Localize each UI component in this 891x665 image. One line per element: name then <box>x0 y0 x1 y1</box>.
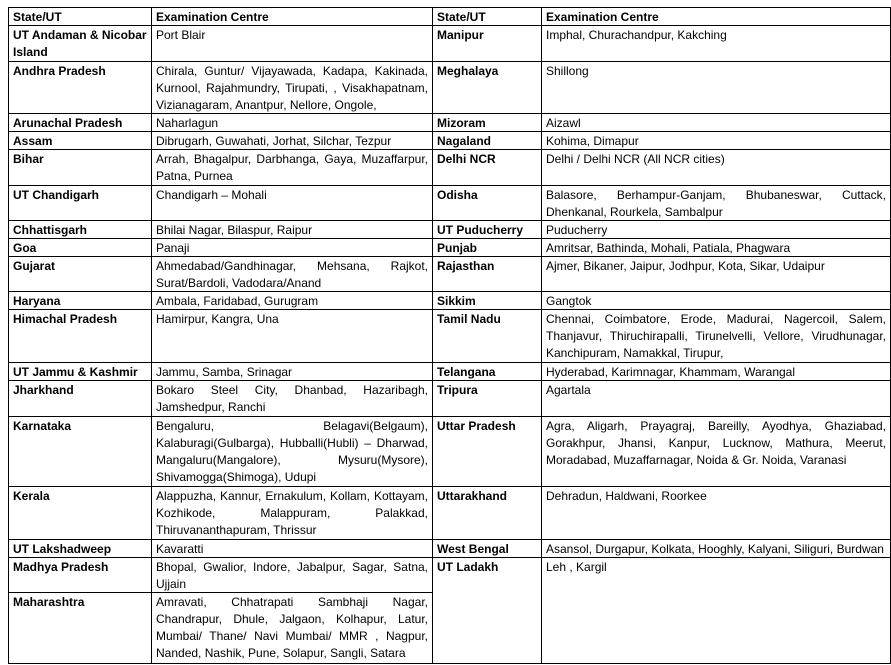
exam-centres: Chandigarh – Mohali <box>156 188 267 202</box>
state-name: Karnataka <box>9 417 152 486</box>
exam-centres: Jammu, Samba, Srinagar <box>156 365 293 379</box>
state-name: Arunachal Pradesh <box>9 114 152 131</box>
table-row <box>9 150 432 186</box>
exam-centres: Naharlagun <box>156 116 219 130</box>
table-row <box>433 558 890 663</box>
state-name: UT Jammu & Kashmir <box>9 363 152 380</box>
table-row <box>9 363 432 381</box>
table-row <box>9 593 432 663</box>
table-row <box>433 292 890 310</box>
table-row <box>433 363 890 381</box>
exam-centres: Agartala <box>546 383 591 397</box>
exam-centres: Amritsar, Bathinda, Mohali, Patiala, Phagwara <box>546 241 791 255</box>
exam-centres: Leh , Kargil <box>546 560 607 574</box>
state-name: Telangana <box>433 363 542 380</box>
state-name: Nagaland <box>433 132 542 149</box>
exam-centres: Delhi / Delhi NCR (All NCR cities) <box>546 152 725 166</box>
state-name: Jharkhand <box>9 381 152 416</box>
table-row <box>9 26 432 62</box>
table-row <box>9 257 432 292</box>
state-name: Kerala <box>9 487 152 539</box>
table-row <box>433 221 890 239</box>
table-row <box>433 132 890 150</box>
exam-centres: Bokaro Steel City, Dhanbad, Hazaribagh, Jamshedpur, Ranchi <box>156 383 428 414</box>
table-row <box>9 417 432 487</box>
state-name: West Bengal <box>433 540 542 557</box>
table-row <box>9 132 432 150</box>
exam-centres: Ambala, Faridabad, Gurugram <box>156 294 319 308</box>
table-row <box>433 239 890 257</box>
header-row <box>9 8 432 26</box>
state-name: Haryana <box>9 292 152 309</box>
exam-centres: Panaji <box>156 241 190 255</box>
exam-centres: Alappuzha, Kannur, Ernakulum, Kollam, Kottayam, Kozhikode, Malappuram, Palakkad, Thiruvananthapuram, Thrissur <box>156 489 428 537</box>
exam-centres: Chirala, Guntur/ Vijayawada, Kadapa, Kakinada, Kurnool, Rajahmundry, Tirupati, , Visakhapatnam, Vizianagaram, Anantpur, Nellore, Ongole, <box>156 64 428 112</box>
table-row <box>433 62 890 114</box>
state-name: UT Andaman & Nicobar Island <box>9 26 152 61</box>
state-name: Uttarakhand <box>433 487 542 539</box>
table-row <box>9 310 432 363</box>
state-name: Gujarat <box>9 257 152 291</box>
exam-centres: Kavaratti <box>156 542 204 556</box>
exam-centres: Amravati, Chhatrapati Sambhaji Nagar, Chandrapur, Dhule, Jalgaon, Kolhapur, Latur, Mumbai/ Thane/ Navi Mumbai/ MMR , Nagpur, Nanded, Nashik, Pune, Solapur, Sangli, Satara <box>156 595 428 660</box>
state-name: Meghalaya <box>433 62 542 113</box>
state-column-header: State/UT <box>9 8 152 25</box>
exam-centres: Shillong <box>546 64 589 78</box>
table-row <box>433 417 890 487</box>
state-name: Delhi NCR <box>433 150 542 185</box>
exam-centres: Port Blair <box>156 28 206 42</box>
state-column-header: State/UT <box>433 8 542 25</box>
state-name: Rajasthan <box>433 257 542 291</box>
state-name: UT Puducherry <box>433 221 542 238</box>
state-name: UT Lakshadweep <box>9 540 152 557</box>
table-row <box>433 257 890 292</box>
state-name: Andhra Pradesh <box>9 62 152 113</box>
state-name: Sikkim <box>433 292 542 309</box>
table-row <box>433 186 890 221</box>
state-name: Tripura <box>433 381 542 416</box>
state-name: Manipur <box>433 26 542 61</box>
centre-column-header: Examination Centre <box>546 10 659 24</box>
state-name: Maharashtra <box>9 593 152 663</box>
exam-centres: Bhilai Nagar, Bilaspur, Raipur <box>156 223 313 237</box>
exam-centres: Gangtok <box>546 294 592 308</box>
state-name: Bihar <box>9 150 152 185</box>
table-row <box>433 310 890 363</box>
state-name: Odisha <box>433 186 542 220</box>
exam-centres: Agra, Aligarh, Prayagraj, Bareilly, Ayodhya, Ghaziabad, Gorakhpur, Jhansi, Kanpur, Lucknow, Mathura, Meerut, Moradabad, Muzaffarnagar, Noida & Gr. Noida, Varanasi <box>546 419 886 467</box>
table-row <box>9 381 432 417</box>
exam-centres: Asansol, Durgapur, Kolkata, Hooghly, Kalyani, Siliguri, Burdwan <box>546 542 884 556</box>
table-row <box>433 26 890 62</box>
centre-column-header: Examination Centre <box>156 10 269 24</box>
exam-centres: Dibrugarh, Guwahati, Jorhat, Silchar, Tezpur <box>156 134 392 148</box>
table-row <box>433 381 890 417</box>
state-name: Goa <box>9 239 152 256</box>
state-name: Chhattisgarh <box>9 221 152 238</box>
state-name: Uttar Pradesh <box>433 417 542 486</box>
exam-centres: Balasore, Berhampur-Ganjam, Bhubaneswar, Cuttack, Dhenkanal, Rourkela, Sambalpur <box>546 188 886 219</box>
table-right-half <box>433 8 890 663</box>
table-row <box>9 487 432 540</box>
table-row <box>9 292 432 310</box>
exam-centres: Hamirpur, Kangra, Una <box>156 312 279 326</box>
exam-centres: Bhopal, Gwalior, Indore, Jabalpur, Sagar, Satna, Ujjain <box>156 560 428 591</box>
state-name: UT Ladakh <box>433 558 542 663</box>
state-name: Assam <box>9 132 152 149</box>
state-name: Mizoram <box>433 114 542 131</box>
exam-centres: Ahmedabad/Gandhinagar, Mehsana, Rajkot, Surat/Bardoli, Vadodara/Anand <box>156 259 428 290</box>
state-name: Madhya Pradesh <box>9 558 152 592</box>
exam-centres: Dehradun, Haldwani, Roorkee <box>546 489 707 503</box>
table-row <box>9 62 432 114</box>
table-row <box>9 558 432 593</box>
exam-centres: Aizawl <box>546 116 581 130</box>
table-row <box>433 487 890 540</box>
table-row <box>433 150 890 186</box>
table-left-half <box>9 8 433 663</box>
exam-centres: Imphal, Churachandpur, Kakching <box>546 28 727 42</box>
exam-centres: Ajmer, Bikaner, Jaipur, Jodhpur, Kota, Sikar, Udaipur <box>546 259 825 273</box>
exam-centres: Chennai, Coimbatore, Erode, Madurai, Nagercoil, Salem, Thanjavur, Thiruchirapalli, Tirunelvelli, Vellore, Virudhunagar, Kanchipuram, Namakkal, Tirupur, <box>546 312 886 360</box>
exam-centres: Puducherry <box>546 223 608 237</box>
state-name: Tamil Nadu <box>433 310 542 362</box>
state-name: Punjab <box>433 239 542 256</box>
table-row <box>9 540 432 558</box>
table-row <box>9 239 432 257</box>
table-row <box>9 221 432 239</box>
state-name: UT Chandigarh <box>9 186 152 220</box>
exam-centres: Bengaluru, Belagavi(Belgaum), Kalaburagi(Gulbarga), Hubballi(Hubli) – Dharwad, Mangaluru(Mangalore), Mysuru(Mysore), Shivamogga(Shimoga), Udupi <box>156 419 428 484</box>
state-name: Himachal Pradesh <box>9 310 152 362</box>
table-row <box>9 186 432 221</box>
exam-centres: Kohima, Dimapur <box>546 134 639 148</box>
exam-centres: Arrah, Bhagalpur, Darbhanga, Gaya, Muzaffarpur, Patna, Purnea <box>156 152 428 183</box>
table-row <box>433 114 890 132</box>
exam-centres: Hyderabad, Karimnagar, Khammam, Warangal <box>546 365 795 379</box>
table-row <box>433 540 890 558</box>
header-row <box>433 8 890 26</box>
exam-centre-table <box>8 7 891 664</box>
table-row <box>9 114 432 132</box>
